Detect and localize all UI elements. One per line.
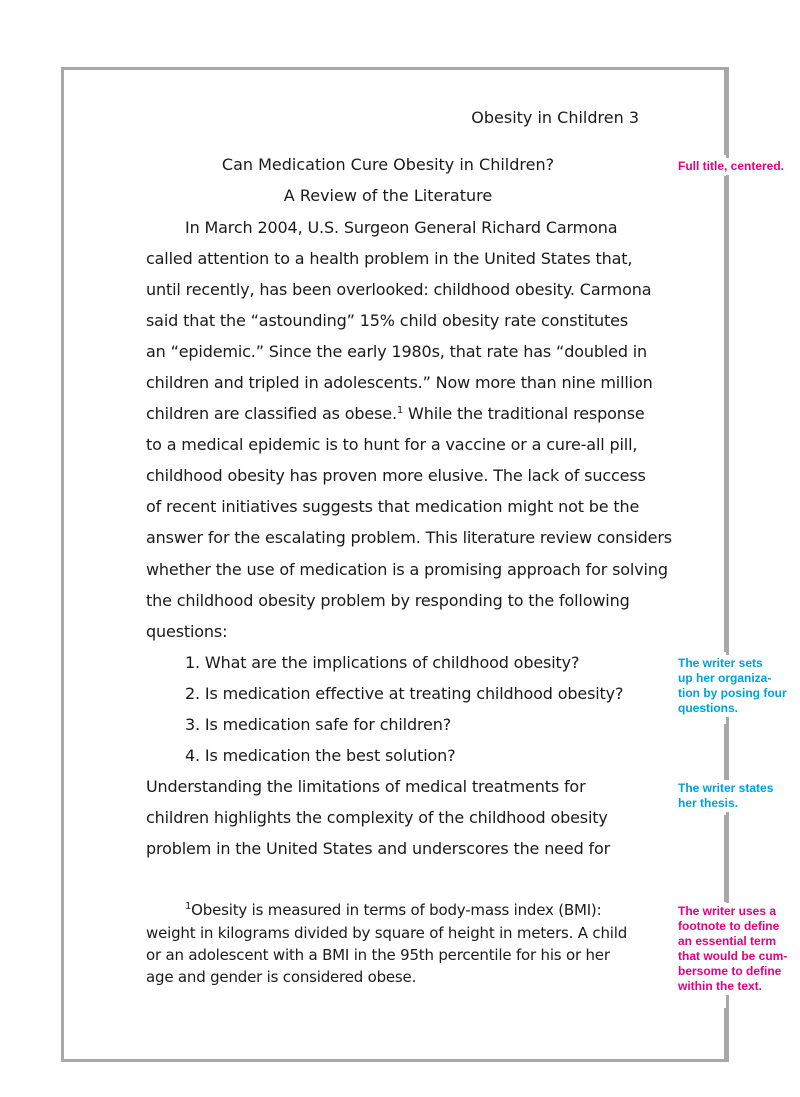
margin-rule: [724, 724, 727, 780]
question-item: 4. Is medication the best solution?: [185, 746, 456, 765]
thesis-line: children highlights the complexity of the childhood obesity: [146, 808, 608, 827]
question-item: 2. Is medication effective at treating childhood obesity?: [185, 684, 624, 703]
margin-rule: [724, 1008, 727, 1059]
annotation-line: Full title, centered.: [678, 159, 785, 173]
footnote-line: age and gender is considered obese.: [146, 968, 417, 986]
margin-rule: [724, 67, 727, 155]
thesis-line: Understanding the limitations of medical treatments for: [146, 777, 586, 796]
annotation-line: The writer uses a: [678, 904, 777, 918]
body-text: children are classified as obese.: [146, 404, 397, 423]
body-line: of recent initiatives suggests that medication might not be the: [146, 497, 640, 516]
footnote-line: or an adolescent with a BMI in the 95th percentile for his or her: [146, 946, 610, 964]
body-line: questions:: [146, 622, 228, 641]
body-text: While the traditional response: [403, 404, 645, 423]
body-line: answer for the escalating problem. This literature review considers: [146, 528, 672, 547]
body-line: to a medical epidemic is to hunt for a vaccine or a cure-all pill,: [146, 435, 638, 454]
footnote-line: weight in kilograms divided by square of height in meters. A child: [146, 924, 628, 942]
body-line: In March 2004, U.S. Surgeon General Richard Carmona: [185, 218, 618, 237]
running-head: Obesity in Children 3: [471, 108, 639, 127]
footnote-line: [185, 901, 601, 919]
footnote-text: Obesity is measured in terms of body-mass index (BMI):: [191, 901, 602, 919]
annotation-footnote: [678, 903, 787, 995]
body-line: called attention to a health problem in the United States that,: [146, 249, 633, 268]
annotation-line: The writer sets: [678, 656, 763, 670]
annotation-line: tion by posing four: [678, 686, 787, 700]
body-line: the childhood obesity problem by responding to the following: [146, 591, 630, 610]
annotation-line: that would be cum-: [678, 949, 788, 963]
question-item: 3. Is medication safe for children?: [185, 715, 452, 734]
annotation-organization: [678, 655, 787, 717]
footnote-reference: 1: [396, 405, 404, 416]
annotation-line: within the text.: [678, 979, 762, 993]
annotation-line: questions.: [678, 701, 739, 715]
title-line-1: Can Medication Cure Obesity in Children?: [221, 155, 555, 174]
annotation-line: her thesis.: [678, 796, 739, 810]
body-line: childhood obesity has proven more elusive. The lack of success: [146, 466, 646, 485]
thesis-line: problem in the United States and underscores the need for: [146, 839, 611, 858]
body-line: an “epidemic.” Since the early 1980s, that rate has “doubled in: [146, 342, 648, 361]
annotation-title: [678, 158, 784, 175]
annotation-line: The writer states: [678, 781, 774, 795]
body-line: children and tripled in adolescents.” Now more than nine million: [146, 373, 653, 392]
body-line-with-footnote-ref: [146, 404, 645, 424]
footnote-number: 1: [185, 901, 192, 912]
body-line: until recently, has been overlooked: childhood obesity. Carmona: [146, 280, 652, 299]
body-line: whether the use of medication is a promising approach for solving: [146, 560, 668, 579]
annotation-thesis: [678, 780, 773, 812]
margin-rule: [724, 176, 727, 652]
title-line-2: A Review of the Literature: [283, 186, 493, 205]
annotation-line: up her organiza-: [678, 671, 772, 685]
annotation-line: an essential term: [678, 934, 777, 948]
annotation-line: footnote to define: [678, 919, 780, 933]
margin-rule: [724, 815, 727, 902]
question-item: 1. What are the implications of childhood obesity?: [185, 653, 580, 672]
annotation-line: bersome to define: [678, 964, 782, 978]
body-line: said that the “astounding” 15% child obesity rate constitutes: [146, 311, 628, 330]
